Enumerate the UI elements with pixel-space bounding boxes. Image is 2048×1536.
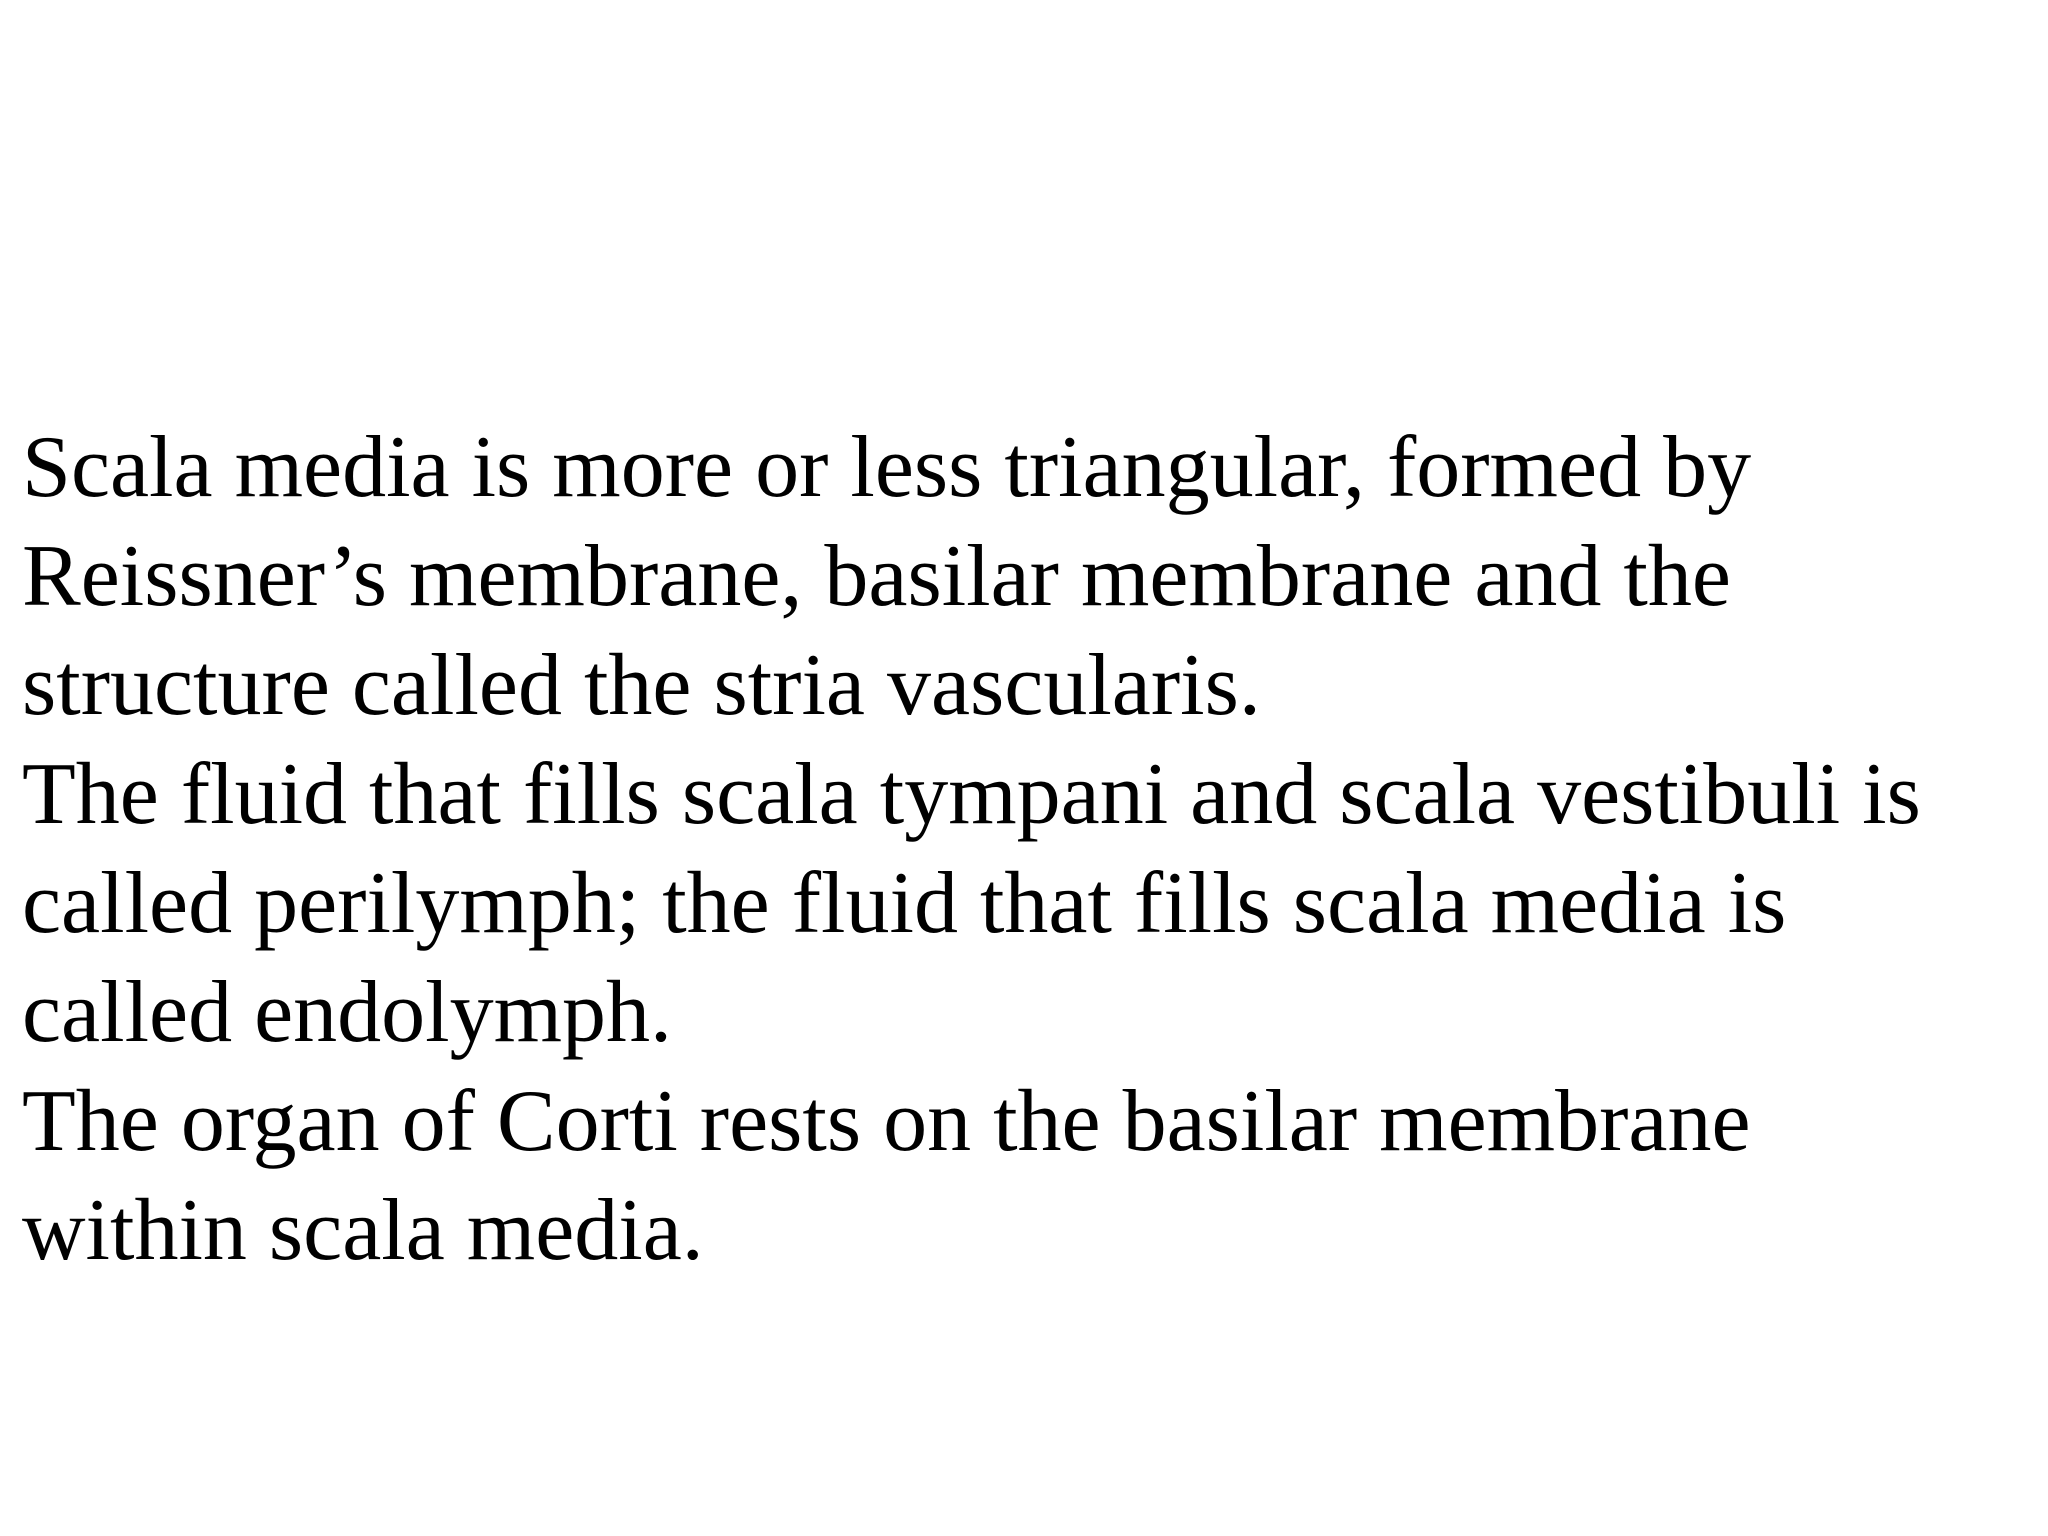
text-line: called perilymph; the fluid that fills scala media is (22, 855, 1787, 952)
paragraph-scala-media (22, 413, 2032, 740)
text-line: called endolymph. (22, 964, 673, 1061)
paragraph-organ-of-corti (22, 1067, 2032, 1285)
text-line: Reissner’s membrane, basilar membrane and the (22, 528, 1731, 625)
text-line: within scala media. (22, 1182, 704, 1279)
paragraph-fluids (22, 740, 2032, 1067)
text-line: The fluid that fills scala tympani and scala vestibuli is (22, 746, 1921, 843)
text-line: structure called the stria vascularis. (22, 637, 1261, 734)
text-line: The organ of Corti rests on the basilar membrane (22, 1073, 1751, 1170)
body-text (22, 413, 2032, 1285)
text-line: Scala media is more or less triangular, formed by (22, 419, 1752, 516)
